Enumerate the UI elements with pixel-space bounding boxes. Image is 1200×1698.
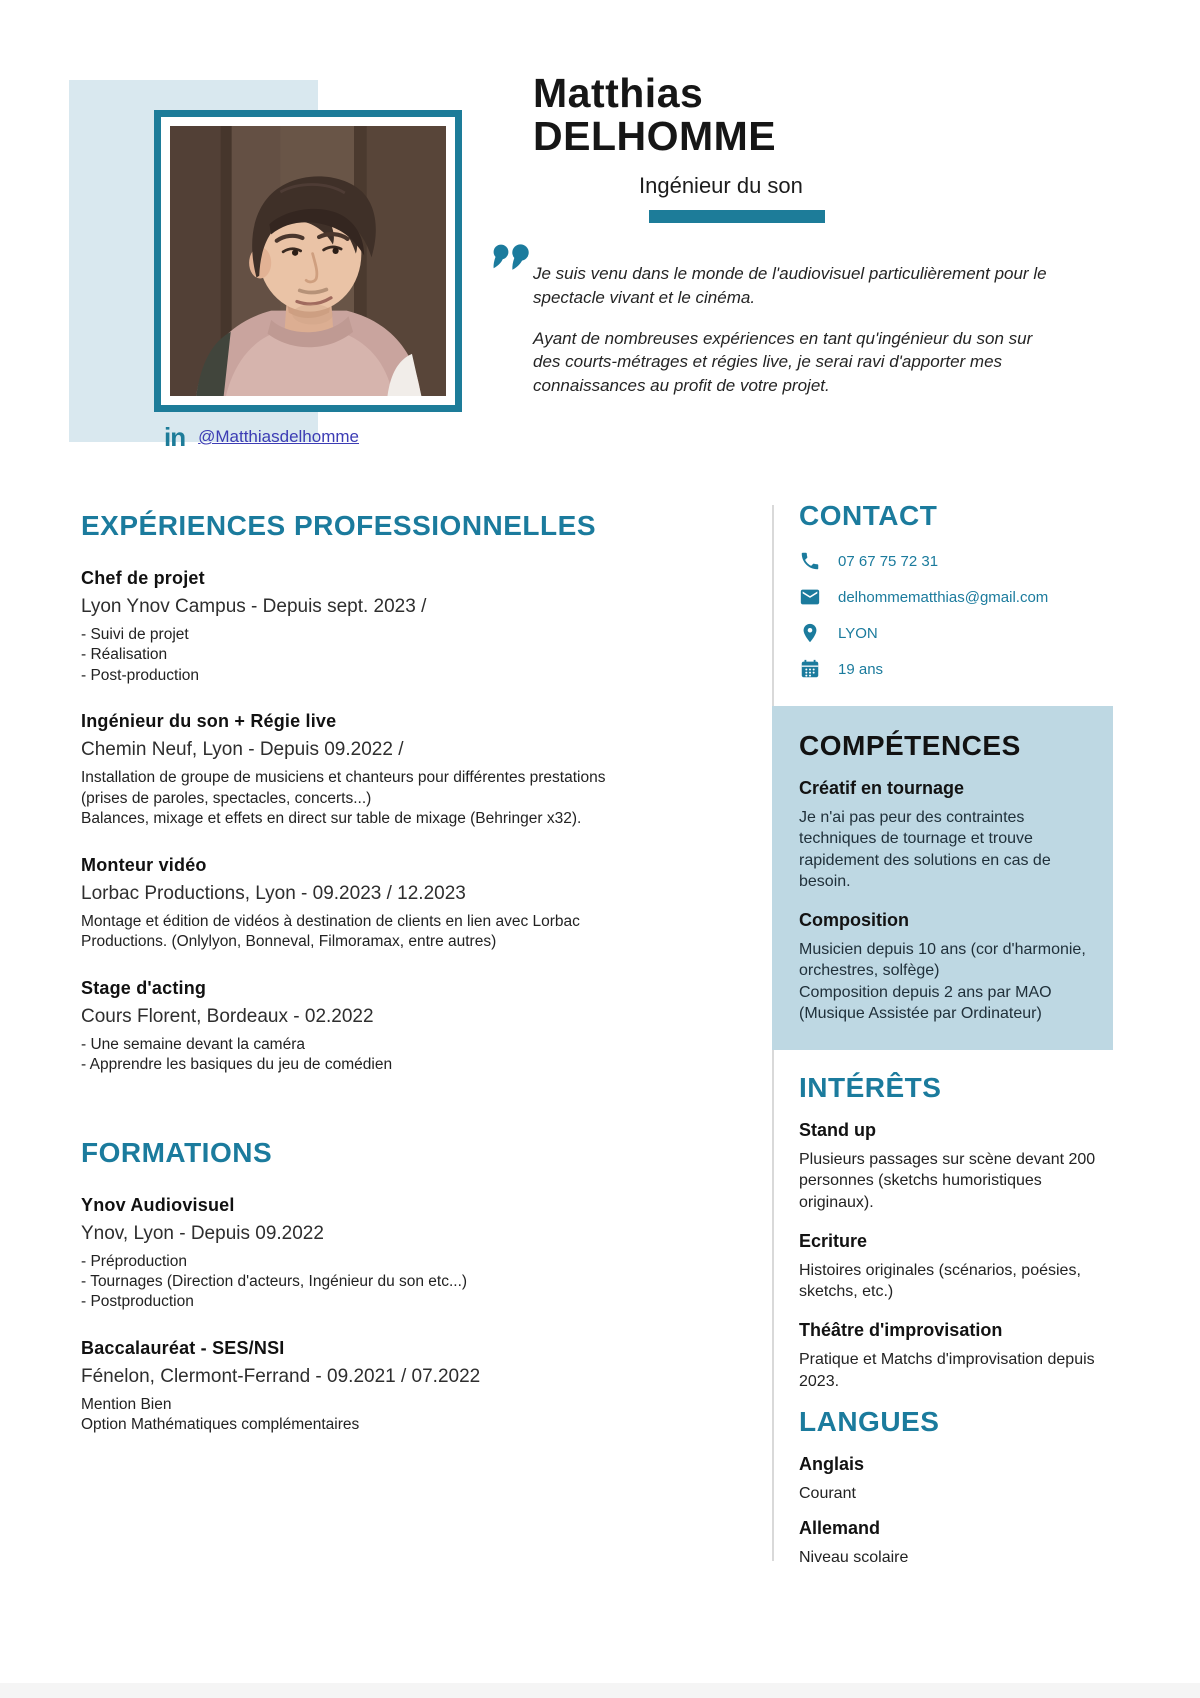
langue-level: Niveau scolaire bbox=[799, 1549, 909, 1567]
competences-section bbox=[772, 706, 1113, 1050]
detail-line: - Tournages (Direction d'acteurs, Ingénieur du son etc...) bbox=[81, 1272, 468, 1290]
contact-row-email bbox=[799, 586, 1113, 608]
detail-line: - Préproduction bbox=[81, 1252, 187, 1270]
competence-creatif bbox=[799, 778, 1087, 892]
formation-item-baccalaureat bbox=[81, 1338, 699, 1436]
location-pin-icon bbox=[799, 622, 821, 644]
contact-heading: CONTACT bbox=[799, 500, 938, 531]
profile-photo bbox=[154, 110, 462, 412]
summary-paragraph-1: Je suis venu dans le monde de l'audiovisuel particulièrement pour le spectacle vivant et le cinéma. bbox=[533, 264, 1047, 307]
role-underline-bar bbox=[649, 210, 825, 223]
interets-section bbox=[772, 1072, 1113, 1392]
entry-subtitle: Chemin Neuf, Lyon - Depuis 09.2022 / bbox=[81, 739, 404, 761]
mail-icon bbox=[799, 586, 821, 608]
langues-section bbox=[772, 1406, 1113, 1569]
interet-text: Pratique et Matchs d'improvisation depuis 2023. bbox=[799, 1351, 1095, 1390]
langue-allemand bbox=[799, 1518, 1113, 1568]
interet-theatre bbox=[799, 1320, 1113, 1392]
competence-text: Composition depuis 2 ans par MAO (Musique Assistée par Ordinateur) bbox=[799, 983, 1052, 1022]
last-name: DELHOMME bbox=[533, 113, 777, 160]
main-column bbox=[81, 510, 699, 1461]
detail-line: - Suivi de projet bbox=[81, 626, 189, 643]
detail-line: Productions. (Onlylyon, Bonneval, Filmoramax, entre autres) bbox=[81, 933, 497, 951]
detail-line: Option Mathématiques complémentaires bbox=[81, 1416, 360, 1434]
detail-line: Mention Bien bbox=[81, 1395, 172, 1413]
entry-details bbox=[81, 768, 699, 829]
contact-section bbox=[772, 500, 1113, 680]
detail-line: - Réalisation bbox=[81, 646, 168, 664]
email-address: delhommematthias@gmail.com bbox=[838, 588, 1049, 606]
entry-details bbox=[81, 1035, 699, 1076]
detail-line: Installation de groupe de musiciens et chanteurs pour différentes prestations bbox=[81, 769, 606, 787]
phone-icon bbox=[799, 550, 821, 572]
detail-line: (prises de paroles, spectacles, concerts...) bbox=[81, 789, 372, 807]
competence-text: Musicien depuis 10 ans (cor d'harmonie, orchestres, solfège) bbox=[799, 941, 1086, 980]
detail-line: - Apprendre les basiques du jeu de comédien bbox=[81, 1056, 393, 1074]
detail-line: - Postproduction bbox=[81, 1293, 194, 1311]
footer-bar bbox=[0, 1683, 1200, 1698]
header bbox=[533, 72, 1113, 223]
competence-text: Je n'ai pas peur des contraintes techniques de tournage et trouve rapidement des solutions en cas de besoin. bbox=[799, 809, 1051, 890]
entry-title: Baccalauréat - SES/NSI bbox=[81, 1337, 285, 1358]
langue-title: Allemand bbox=[799, 1518, 881, 1539]
interet-text: Plusieurs passages sur scène devant 200 personnes (sketchs humoristiques originaux). bbox=[799, 1151, 1096, 1211]
detail-line: - Post-production bbox=[81, 666, 200, 684]
competence-title: Composition bbox=[799, 910, 909, 931]
entry-details bbox=[81, 1252, 699, 1313]
contact-row-phone bbox=[799, 550, 1113, 572]
detail-line: Montage et édition de vidéos à destination de clients en lien avec Lorbac bbox=[81, 912, 580, 930]
calendar-icon bbox=[799, 658, 821, 680]
linkedin-icon: in bbox=[164, 422, 186, 452]
entry-subtitle: Fénelon, Clermont-Ferrand - 09.2021 / 07.2022 bbox=[81, 1365, 481, 1387]
entry-title: Ingénieur du son + Régie live bbox=[81, 711, 337, 732]
competence-title: Créatif en tournage bbox=[799, 778, 965, 798]
langue-title: Anglais bbox=[799, 1453, 865, 1474]
portrait-illustration bbox=[170, 126, 446, 396]
experience-item-chef-de-projet bbox=[81, 568, 699, 686]
entry-title: Chef de projet bbox=[81, 568, 205, 588]
formation-item-ynov bbox=[81, 1195, 699, 1313]
detail-line: - Une semaine devant la caméra bbox=[81, 1035, 306, 1053]
phone-number: 07 67 75 72 31 bbox=[838, 552, 939, 570]
age: 19 ans bbox=[838, 660, 884, 678]
experience-item-stage-acting bbox=[81, 978, 699, 1076]
langues-heading: LANGUES bbox=[799, 1405, 940, 1437]
interet-title: Stand up bbox=[799, 1120, 876, 1141]
entry-title: Stage d'acting bbox=[81, 977, 207, 998]
competence-composition bbox=[799, 910, 1087, 1024]
job-title: Ingénieur du son bbox=[639, 172, 803, 198]
experience-item-ingenieur-son bbox=[81, 711, 699, 829]
detail-line: Balances, mixage et effets en direct sur table de mixage (Behringer x32). bbox=[81, 810, 582, 828]
entry-details bbox=[81, 625, 699, 686]
interet-standup bbox=[799, 1120, 1113, 1213]
linkedin-row bbox=[164, 424, 359, 450]
langue-level: Courant bbox=[799, 1484, 856, 1502]
langue-anglais bbox=[799, 1454, 1113, 1504]
entry-title: Ynov Audiovisuel bbox=[81, 1194, 235, 1215]
profile-summary bbox=[533, 262, 1061, 398]
summary-paragraph-2: Ayant de nombreuses expériences en tant qu'ingénieur du son sur des courts-métrages et régies live, je serai ravi d'apporter mes connaissances au profit de votre projet. bbox=[533, 328, 1033, 396]
formation-heading: FORMATIONS bbox=[81, 1136, 273, 1168]
interets-heading: INTÉRÊTS bbox=[799, 1072, 942, 1104]
contact-row-location bbox=[799, 622, 1113, 644]
interet-text: Histoires originales (scénarios, poésies, sketchs, etc.) bbox=[799, 1261, 1081, 1301]
linkedin-link[interactable]: @Matthiasdelhomme bbox=[198, 427, 359, 446]
entry-details bbox=[81, 1395, 699, 1436]
entry-title: Monteur vidéo bbox=[81, 854, 207, 875]
entry-subtitle: Ynov, Lyon - Depuis 09.2022 bbox=[81, 1222, 324, 1244]
interet-title: Théâtre d'improvisation bbox=[799, 1320, 1003, 1341]
entry-details bbox=[81, 912, 699, 953]
experience-item-monteur-video bbox=[81, 855, 699, 953]
sidebar-column bbox=[772, 500, 1113, 1583]
entry-subtitle: Lyon Ynov Campus - Depuis sept. 2023 / bbox=[81, 596, 427, 617]
interet-ecriture bbox=[799, 1231, 1113, 1303]
first-name: Matthias bbox=[533, 70, 704, 116]
competences-heading: COMPÉTENCES bbox=[799, 730, 1021, 761]
quote-marks-icon bbox=[492, 243, 532, 280]
entry-subtitle: Lorbac Productions, Lyon - 09.2023 / 12.2023 bbox=[81, 882, 466, 904]
experience-heading: EXPÉRIENCES PROFESSIONNELLES bbox=[81, 510, 596, 541]
interet-title: Ecriture bbox=[799, 1230, 868, 1251]
contact-row-age bbox=[799, 658, 1113, 680]
location: LYON bbox=[838, 624, 878, 642]
entry-subtitle: Cours Florent, Bordeaux - 02.2022 bbox=[81, 1005, 374, 1027]
